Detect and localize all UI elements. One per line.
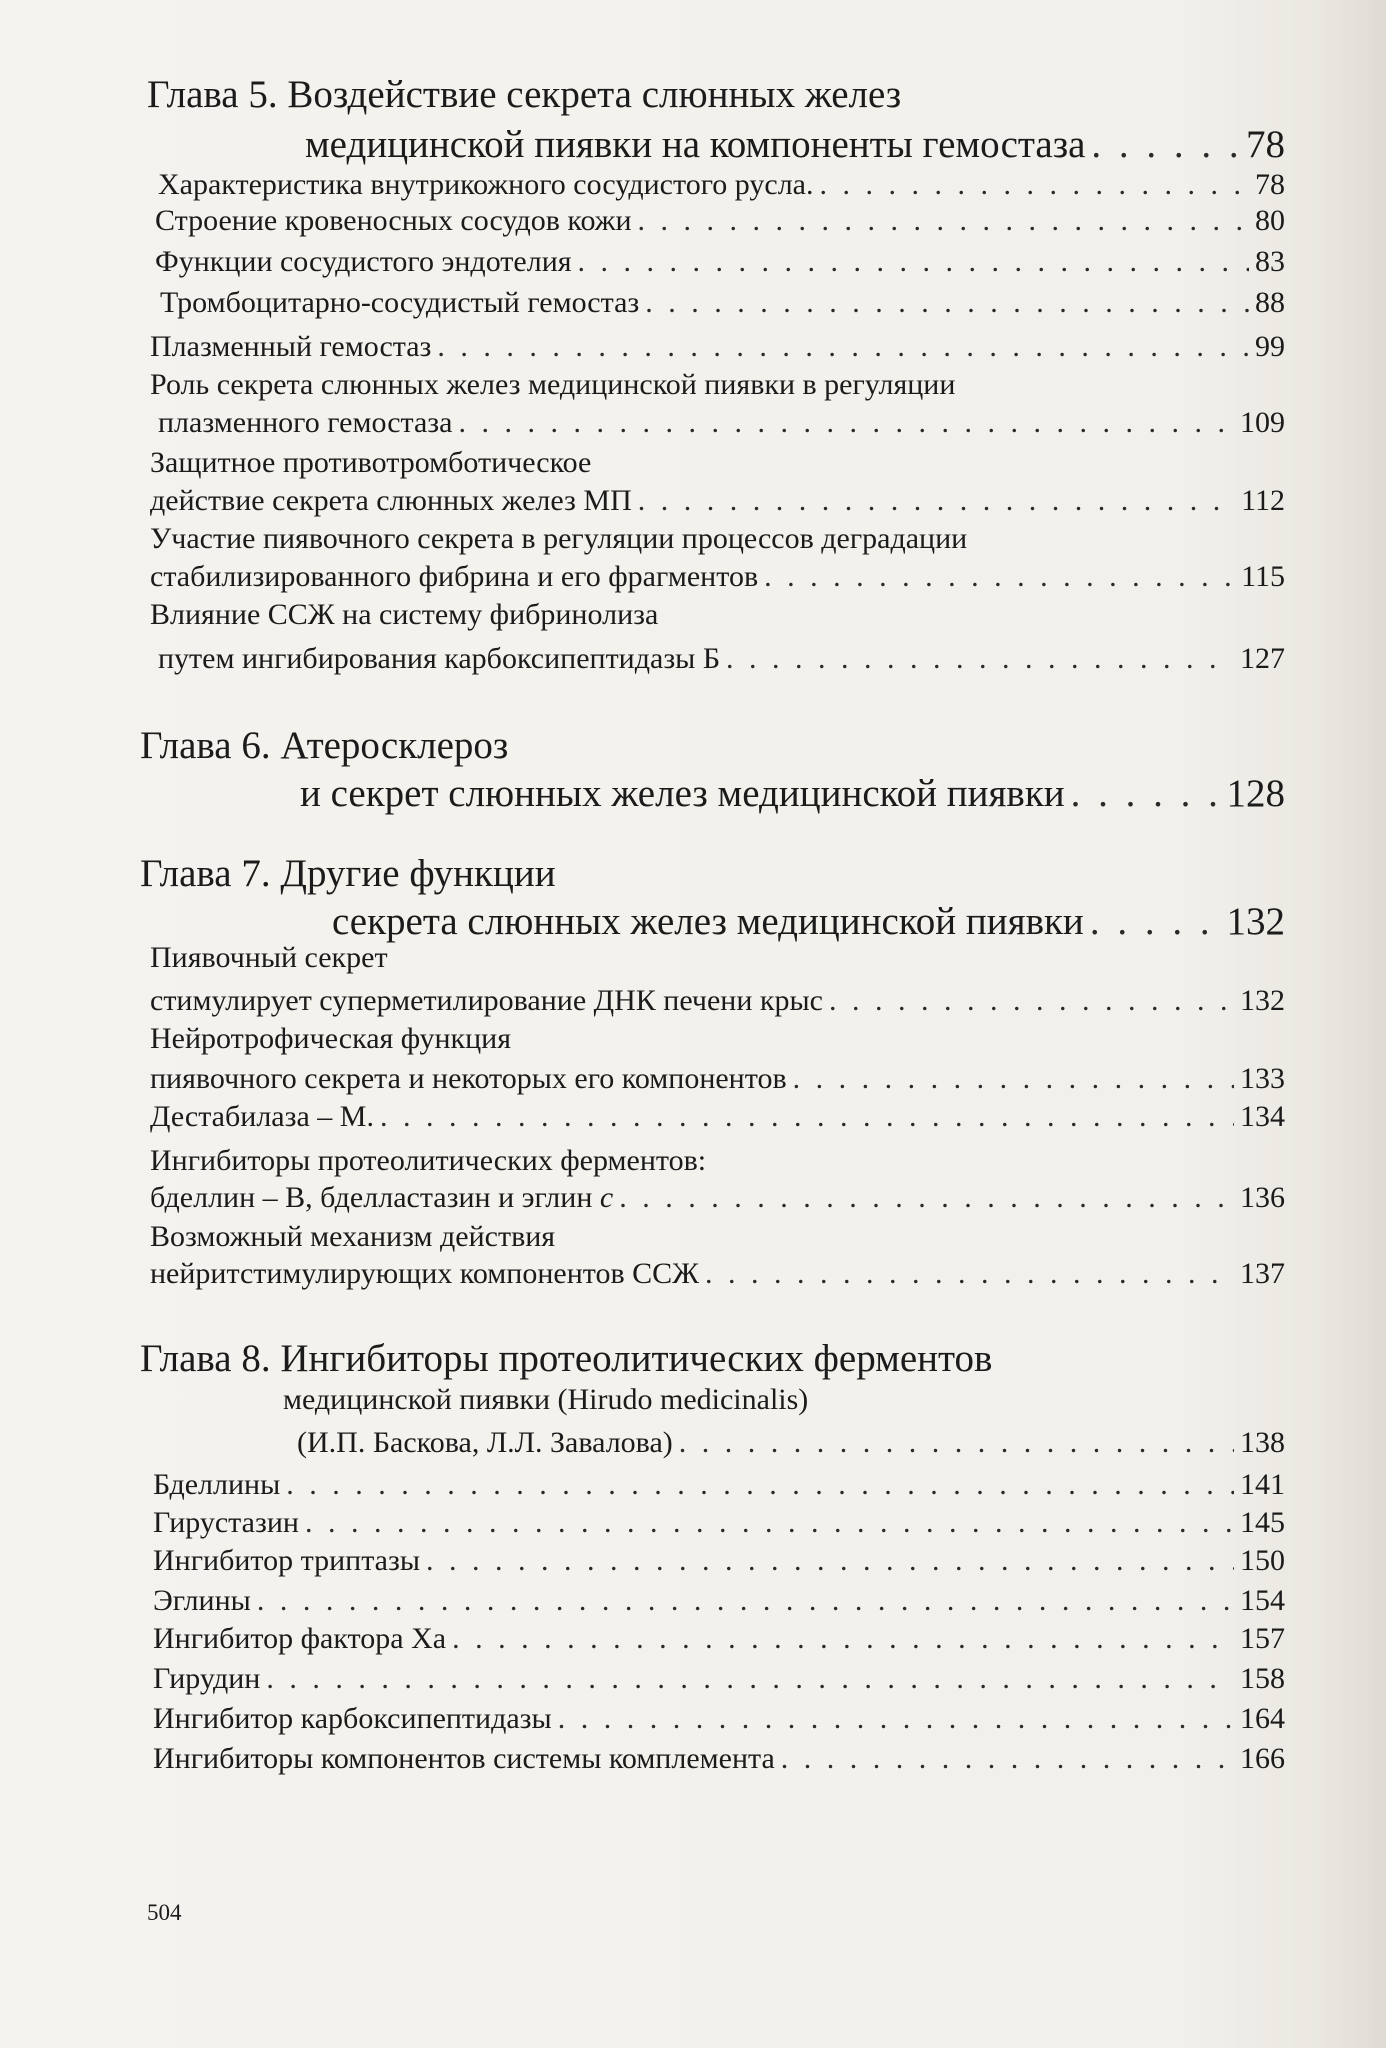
toc-entry-line1: Роль секрета слюнных желез медицинской пиявки в регуляции bbox=[150, 368, 956, 401]
toc-entry-chapter-8[interactable]: (И.П. Баскова, Л.Л. Завалова) . . . 138 bbox=[297, 1426, 1285, 1460]
toc-entry[interactable]: Ингибиторы компонентов системы комплемента . . . 166 bbox=[153, 1742, 1285, 1776]
toc-entry-line1: Защитное противотромботическое bbox=[150, 446, 592, 479]
toc-entry-chapter-5[interactable]: медицинской пиявки на компоненты гемостаза . . . 78 bbox=[305, 122, 1285, 167]
toc-entry-line1: Участие пиявочного секрета в регуляции процессов деградации bbox=[150, 522, 968, 555]
toc-entry[interactable]: пиявочного секрета и некоторых его компонентов . . . 133 bbox=[150, 1062, 1285, 1096]
toc-entry[interactable]: плазменного гемостаза . . . 109 bbox=[158, 406, 1285, 440]
toc-entry[interactable]: стимулирует суперметилирование ДНК печени крыс . . . 132 bbox=[150, 984, 1285, 1018]
toc-entry[interactable]: бделлин – В, бделластазин и эглин c . . . 136 bbox=[150, 1181, 1285, 1215]
toc-entry[interactable]: Ингибитор фактора Xa . . . 157 bbox=[153, 1622, 1285, 1656]
chapter-6-title: Глава 6. Атеросклероз bbox=[140, 724, 509, 767]
toc-entry-line1: Пиявочный секрет bbox=[150, 941, 388, 974]
toc-entry[interactable]: Гирудин . . . 158 bbox=[153, 1662, 1285, 1696]
toc-entry-line1: Возможный механизм действия bbox=[150, 1220, 556, 1253]
toc-entry[interactable]: действие секрета слюнных желез МП . . . 112 bbox=[150, 484, 1285, 518]
toc-entry[interactable]: нейритстимулирующих компонентов ССЖ . . . 137 bbox=[150, 1257, 1285, 1291]
page-number: 504 bbox=[147, 1900, 182, 1925]
toc-entry[interactable]: путем ингибирования карбоксипептидазы Б . . . 127 bbox=[158, 642, 1285, 676]
toc-entry-line1: Влияние ССЖ на систему фибринолиза bbox=[150, 598, 659, 631]
chapter-5-title: Глава 5. Воздействие секрета слюнных желез bbox=[147, 73, 902, 116]
toc-entry[interactable]: Характеристика внутрикожного сосудистого русла. . . . 78 bbox=[158, 168, 1285, 202]
toc-entry[interactable]: стабилизированного фибрина и его фрагментов . . . 115 bbox=[150, 560, 1285, 594]
toc-entry-line1: Нейротрофическая функция bbox=[150, 1022, 512, 1055]
toc-entry[interactable]: Бделлины . . . 141 bbox=[153, 1468, 1285, 1502]
chapter-8-title: Глава 8. Ингибиторы протеолитических ферментов bbox=[140, 1337, 993, 1380]
toc-entry[interactable]: Эглины . . . 154 bbox=[153, 1584, 1285, 1618]
toc-entry[interactable]: Функции сосудистого эндотелия . . . 83 bbox=[155, 245, 1285, 279]
toc-entry[interactable]: Плазменный гемостаз . . . 99 bbox=[150, 330, 1285, 364]
toc-entry[interactable]: Ингибитор триптазы . . . 150 bbox=[153, 1544, 1285, 1578]
toc-entry-chapter-7[interactable]: секрета слюнных желез медицинской пиявки . . . 132 bbox=[332, 899, 1285, 944]
toc-entry[interactable]: Гирустазин . . . 145 bbox=[153, 1506, 1285, 1540]
toc-entry[interactable]: Тромбоцитарно-сосудистый гемостаз . . . 88 bbox=[160, 286, 1285, 320]
toc-entry[interactable]: Дестабилаза – М. . . . 134 bbox=[150, 1100, 1285, 1134]
chapter-7-title: Глава 7. Другие функции bbox=[140, 852, 556, 895]
toc-entry-line1: Ингибиторы протеолитических ферментов: bbox=[150, 1144, 707, 1177]
toc-entry-chapter-6[interactable]: и секрет слюнных желез медицинской пиявки . . . 128 bbox=[300, 771, 1285, 816]
chapter-8-title-line2: медицинской пиявки (Hirudo medicinalis) bbox=[283, 1383, 809, 1416]
toc-entry[interactable]: Строение кровеносных сосудов кожи . . . 80 bbox=[155, 204, 1285, 238]
toc-entry[interactable]: Ингибитор карбоксипептидазы . . . 164 bbox=[153, 1702, 1285, 1736]
